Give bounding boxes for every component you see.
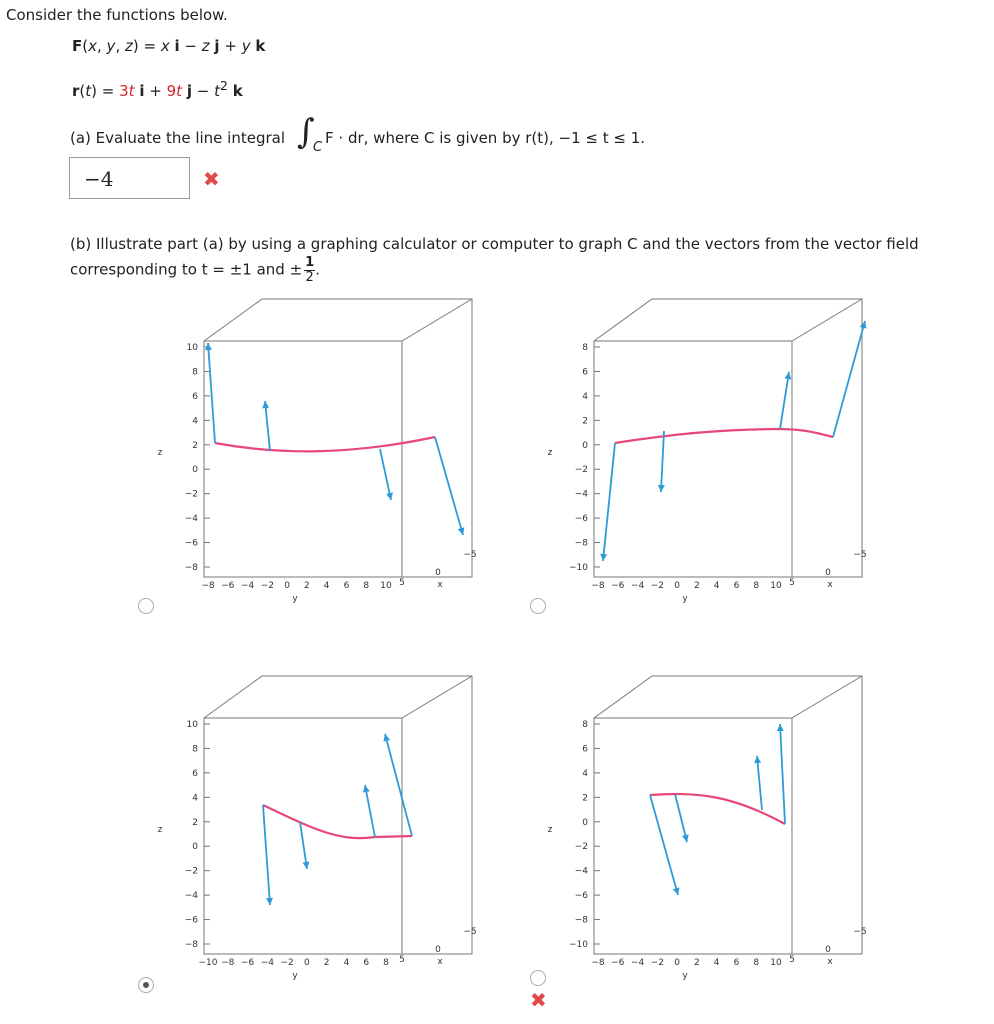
y-tick-label: −8 — [591, 581, 605, 591]
y-tick-label: 2 — [694, 958, 700, 968]
y-tick-label: 6 — [733, 581, 740, 591]
plot-box-front-edge — [204, 341, 402, 577]
y-tick-label: 2 — [323, 958, 330, 968]
part-a-question: (a) Evaluate the line integral ∫ C F · dr, where C is given by r(t), −1 ≤ t ≤ 1. — [70, 118, 645, 158]
y-tick-label: −2 — [650, 581, 664, 591]
field-vector — [780, 372, 789, 429]
plot-box-top-edge — [792, 299, 862, 341]
y-tick-label: −2 — [650, 958, 664, 968]
z-tick-label: −4 — [574, 489, 588, 500]
plot-box-front-edge — [594, 718, 792, 954]
y-axis-label: y — [682, 594, 688, 604]
z-tick-label: −2 — [574, 465, 588, 476]
field-vector-arrowhead — [363, 785, 370, 793]
plot-box-top-edge — [402, 676, 472, 718]
plot-option-2 — [530, 295, 870, 615]
y-tick-label: 0 — [284, 581, 290, 591]
y-tick-label: −8 — [591, 958, 605, 968]
field-vector — [263, 805, 270, 905]
z-tick-label: 10 — [186, 720, 198, 730]
z-tick-label: −8 — [184, 940, 198, 950]
field-vector — [603, 443, 615, 561]
z-axis-label: z — [547, 448, 553, 458]
y-tick-label: −6 — [611, 581, 625, 591]
y-tick-label: 0 — [304, 958, 310, 968]
field-vector-arrowhead — [386, 492, 393, 500]
z-tick-label: −2 — [184, 489, 198, 500]
z-tick-label: −10 — [569, 940, 588, 950]
z-tick-label: 4 — [192, 416, 198, 427]
z-tick-label: 4 — [582, 391, 588, 402]
field-vector — [208, 343, 215, 443]
z-tick-label: −8 — [574, 538, 588, 549]
field-vector — [675, 794, 687, 842]
z-axis-label: z — [157, 448, 163, 458]
y-tick-label: −2 — [260, 581, 274, 591]
field-vector — [780, 724, 785, 824]
z-tick-label: −4 — [184, 514, 198, 525]
plot-box-front-edge — [594, 341, 792, 577]
y-tick-label: 4 — [713, 958, 720, 968]
field-vector — [661, 431, 664, 492]
plot-option-3 — [140, 672, 480, 992]
y-tick-label: 4 — [323, 581, 330, 591]
y-tick-label: −6 — [221, 581, 235, 591]
intro-text: Consider the functions below. — [6, 6, 228, 24]
z-tick-label: 8 — [192, 744, 198, 755]
z-tick-label: 6 — [582, 744, 588, 755]
y-tick-label: 10 — [770, 581, 782, 591]
x-tick-label: 0 — [435, 568, 441, 578]
z-tick-label: 2 — [582, 793, 588, 804]
z-tick-label: −6 — [574, 514, 588, 525]
y-tick-label: 0 — [674, 581, 680, 591]
y-tick-label: 6 — [733, 958, 740, 968]
function-F: F(x, y, z) = x i − z j + y k — [72, 37, 266, 55]
y-tick-label: 0 — [674, 958, 680, 968]
field-vector-arrowhead — [754, 756, 761, 763]
field-vector-arrowhead — [658, 485, 665, 492]
field-vector — [385, 734, 412, 836]
y-tick-label: −4 — [240, 581, 255, 591]
z-tick-label: 6 — [192, 391, 198, 402]
z-tick-label: 6 — [582, 367, 588, 378]
z-tick-label: −6 — [184, 915, 198, 926]
field-vector — [833, 321, 865, 437]
y-tick-label: 8 — [753, 958, 760, 968]
y-tick-label: 4 — [343, 958, 350, 968]
z-tick-label: 0 — [192, 842, 198, 853]
radio-option-1[interactable] — [138, 598, 154, 614]
y-tick-label: −6 — [240, 958, 255, 968]
z-tick-label: −8 — [184, 563, 198, 573]
plot-box-top-edge — [402, 299, 472, 341]
curve-C — [650, 794, 785, 824]
y-tick-label: −8 — [221, 958, 235, 968]
field-vector — [757, 756, 762, 810]
x-tick-label: −5 — [853, 927, 867, 937]
y-tick-label: 4 — [713, 581, 720, 591]
x-tick-label: 5 — [789, 955, 795, 965]
z-tick-label: 6 — [192, 768, 198, 779]
x-tick-label: 0 — [435, 945, 441, 955]
y-tick-label: 10 — [380, 581, 392, 591]
radio-option-4[interactable] — [530, 970, 546, 986]
y-tick-label: 2 — [694, 581, 700, 591]
y-axis-label: y — [292, 594, 298, 604]
z-tick-label: 8 — [582, 720, 588, 730]
x-tick-label: −5 — [463, 927, 477, 937]
x-tick-label: −5 — [853, 550, 867, 560]
z-tick-label: −4 — [574, 866, 588, 877]
field-vector-arrowhead — [266, 898, 273, 905]
z-tick-label: −2 — [574, 842, 588, 853]
part-b-question: (b) Illustrate part (a) by using a graphing calculator or computer to graph C and the vectors from the vector field corresponding to t = ±1 and ± $\frac{1}{2}$ . — [70, 235, 919, 285]
field-vector — [650, 795, 678, 895]
plot-box-front-edge — [204, 718, 402, 954]
x-axis-label: x — [437, 580, 443, 590]
plot-option-4 — [530, 672, 870, 992]
z-tick-label: −10 — [569, 563, 588, 573]
y-tick-label: −6 — [611, 958, 625, 968]
field-vector-arrowhead — [784, 372, 791, 379]
incorrect-icon: ✖ — [203, 167, 220, 191]
radio-option-3[interactable] — [138, 977, 154, 993]
z-axis-label: z — [547, 825, 553, 835]
answer-input[interactable]: −4 — [69, 157, 190, 199]
fraction: $\frac{1}{2}$ — [305, 255, 315, 285]
field-vector-arrowhead — [682, 834, 689, 842]
y-tick-label: 2 — [304, 581, 310, 591]
x-tick-label: 5 — [399, 955, 405, 965]
x-tick-label: 5 — [399, 578, 405, 588]
z-tick-label: 0 — [192, 465, 198, 476]
z-tick-label: 2 — [192, 817, 198, 828]
field-vector-arrowhead — [777, 724, 784, 731]
y-tick-label: 8 — [363, 581, 370, 591]
y-tick-label: −10 — [198, 958, 218, 968]
y-tick-label: −4 — [630, 958, 645, 968]
z-tick-label: −8 — [574, 915, 588, 926]
y-tick-label: 6 — [343, 581, 350, 591]
z-tick-label: −2 — [184, 866, 198, 877]
x-tick-label: 0 — [825, 568, 831, 578]
z-tick-label: 4 — [582, 768, 588, 779]
z-tick-label: 2 — [582, 416, 588, 427]
field-vector — [265, 401, 270, 451]
y-tick-label: −4 — [260, 958, 274, 968]
curve-C — [263, 805, 412, 838]
field-vector — [380, 449, 391, 500]
z-tick-label: 4 — [192, 793, 198, 804]
z-tick-label: −6 — [184, 538, 198, 549]
z-tick-label: 2 — [192, 440, 198, 451]
part-a-body: F · dr, where C is given by r(t), −1 ≤ t ≤ 1. — [325, 129, 646, 147]
y-axis-label: y — [682, 971, 688, 981]
y-tick-label: 8 — [383, 958, 389, 968]
x-tick-label: 5 — [789, 578, 795, 588]
curve-C — [615, 429, 833, 443]
z-tick-label: 10 — [186, 343, 198, 353]
x-axis-label: x — [437, 957, 443, 967]
plot-box-top-edge — [792, 676, 862, 718]
y-tick-label: −2 — [280, 958, 294, 968]
z-tick-label: −4 — [184, 891, 198, 902]
z-tick-label: 8 — [192, 367, 198, 378]
field-vector — [435, 437, 463, 535]
x-axis-label: x — [827, 580, 833, 590]
z-tick-label: −6 — [574, 891, 588, 902]
field-vector — [300, 822, 307, 869]
wrong-choice-icon: ✖ — [530, 988, 547, 1012]
y-tick-label: −4 — [630, 581, 645, 591]
y-tick-label: −8 — [201, 581, 215, 591]
z-tick-label: 8 — [582, 343, 588, 353]
function-r: r(t) = 3t i + 9t $j - t^2$ k — [72, 78, 243, 100]
x-axis-label: x — [827, 957, 833, 967]
z-axis-label: z — [157, 825, 163, 835]
plot-option-1 — [140, 295, 480, 615]
field-vector — [365, 785, 375, 837]
radio-option-2[interactable] — [530, 598, 546, 614]
x-tick-label: −5 — [463, 550, 477, 560]
x-tick-label: 0 — [825, 945, 831, 955]
y-tick-label: 6 — [363, 958, 370, 968]
integral-sign: ∫ C — [297, 112, 323, 155]
y-axis-label: y — [292, 971, 298, 981]
y-tick-label: 8 — [753, 581, 760, 591]
z-tick-label: 0 — [582, 817, 588, 828]
z-tick-label: 0 — [582, 440, 588, 451]
y-tick-label: 10 — [770, 958, 782, 968]
